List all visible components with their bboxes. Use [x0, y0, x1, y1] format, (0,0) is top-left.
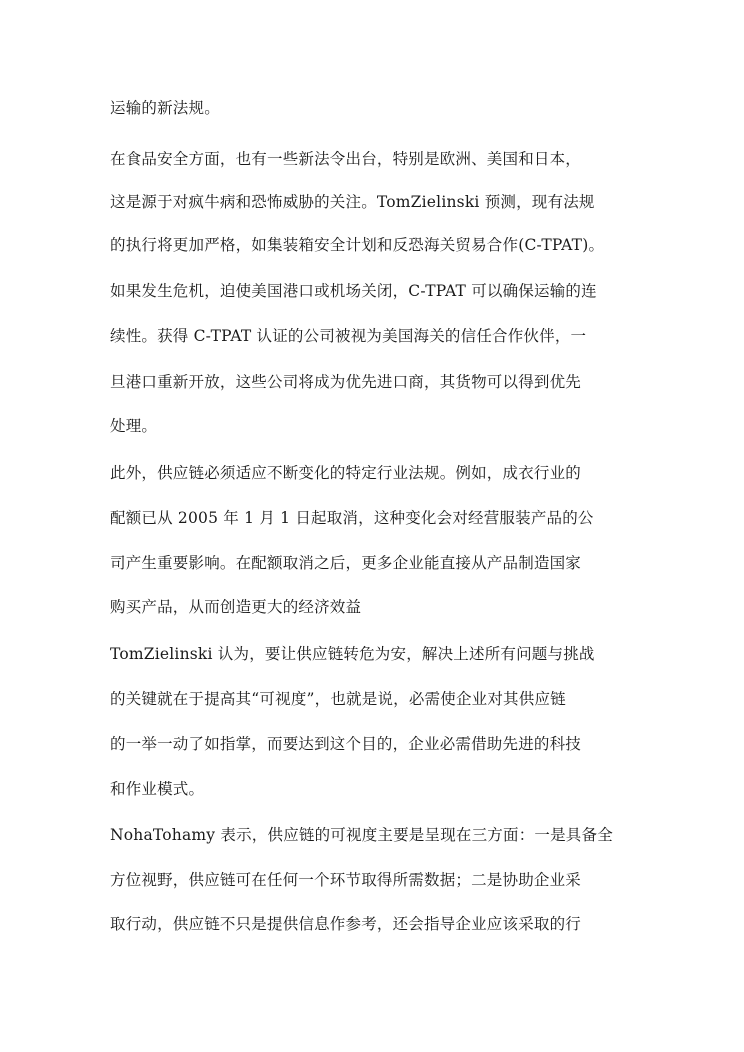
text-line: 运输的新法规。	[110, 99, 220, 117]
text-line: TomZielinski 认为，要让供应链转危为安，解决上述所有问题与挑战	[110, 645, 595, 663]
text-line: 方位视野，供应链可在任何一个环节取得所需数据；二是协助企业采	[110, 871, 582, 889]
text-line: 的关键就在于提高其“可视度”，也就是说，必需使企业对其供应链	[110, 690, 566, 708]
text-line: 续性。获得 C-TPAT 认证的公司被视为美国海关的信任合作伙伴，一	[110, 327, 587, 345]
text-line: 处理。	[110, 417, 158, 435]
text-line: 的执行将更加严格，如集装箱安全计划和反恐海关贸易合作(C-TPAT)。	[110, 236, 605, 254]
text-line: 这是源于对疯牛病和恐怖威胁的关注。TomZielinski 预测，现有法规	[110, 193, 595, 211]
text-line: 此外，供应链必须适应不断变化的特定行业法规。例如，成衣行业的	[110, 464, 582, 482]
text-line: 配额已从 2005 年 1 月 1 日起取消，这种变化会对经营服装产品的公	[110, 509, 594, 527]
text-line: 和作业模式。	[110, 780, 205, 798]
text-line: 在食品安全方面，也有一些新法令出台，特别是欧洲、美国和日本，	[110, 150, 582, 168]
text-line: 如果发生危机，迫使美国港口或机场关闭，C-TPAT 可以确保运输的连	[110, 282, 597, 300]
text-line: 购买产品，从而创造更大的经济效益	[110, 598, 362, 616]
text-line: 司产生重要影响。在配额取消之后，更多企业能直接从产品制造国家	[110, 554, 582, 572]
text-line: NohaTohamy 表示，供应链的可视度主要是呈现在三方面：一是具备全	[110, 826, 613, 844]
text-line: 取行动，供应链不只是提供信息作参考，还会指导企业应该采取的行	[110, 915, 582, 933]
text-line: 的一举一动了如指掌，而要达到这个目的，企业必需借助先进的科技	[110, 735, 582, 753]
text-line: 旦港口重新开放，这些公司将成为优先进口商，其货物可以得到优先	[110, 373, 582, 391]
